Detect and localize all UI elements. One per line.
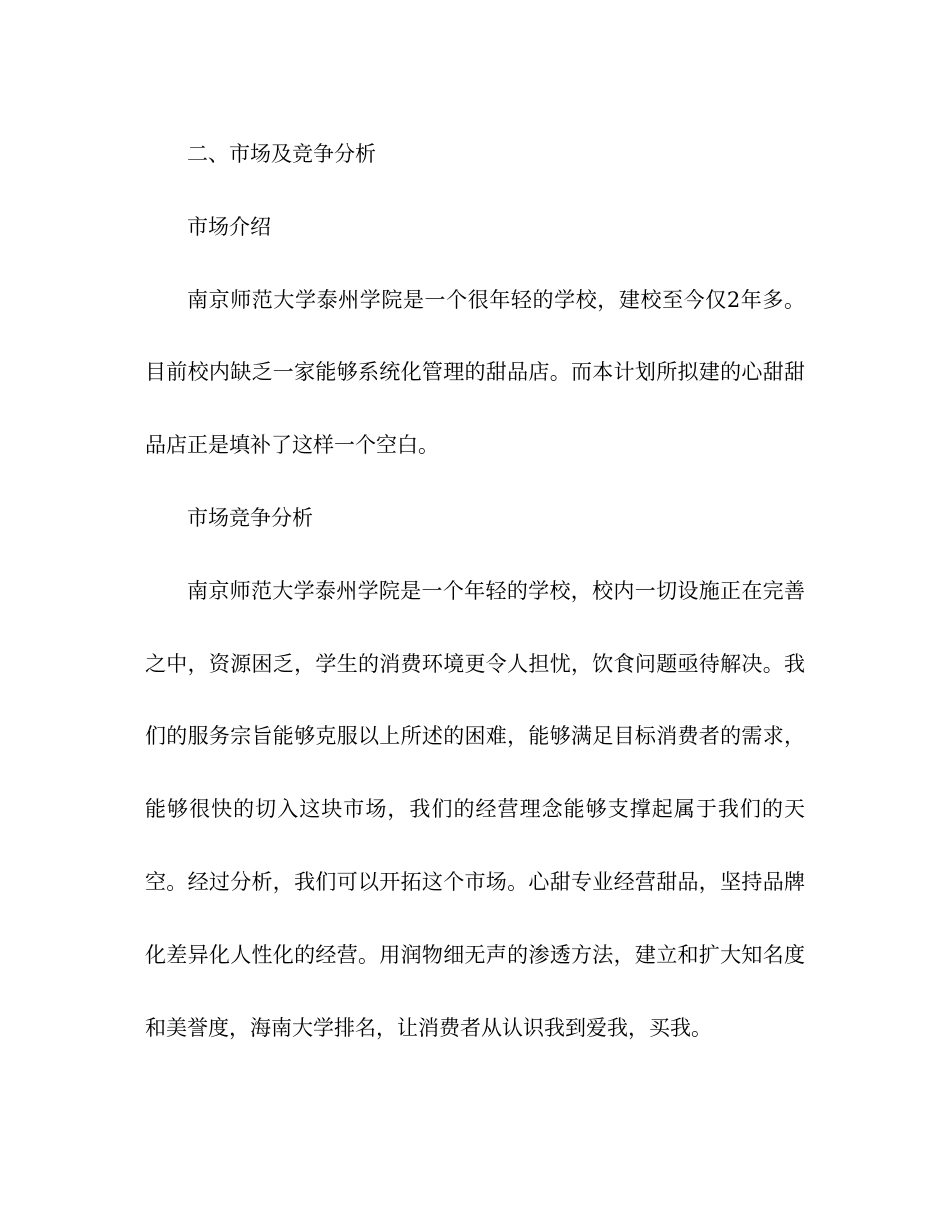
subheading-market-intro: 市场介绍 [187, 214, 271, 239]
subheading-competition-analysis: 市场竞争分析 [187, 505, 313, 530]
paragraph-market-intro: 南京师范大学泰州学院是一个很年轻的学校，建校至今仅2年多。目前校内缺乏一家能够系统化管理的甜品店。而本计划所拟建的心甜甜品店正是填补了这样一个空白。 [145, 287, 805, 458]
section-heading: 二、市场及竞争分析 [187, 142, 376, 166]
paragraph-competition-analysis: 南京师范大学泰州学院是一个年轻的学校，校内一切设施正在完善之中，资源困乏，学生的消费环境更令人担忧，饮食问题亟待解决。我们的服务宗旨能够克服以上所述的困难，能够满足目标消费者的需求，能够很快的切入这块市场，我们的经营理念能够支撑起属于我们的天空。经过分析，我们可以开拓这个市场。心甜专业经营甜品，坚持品牌化差异化人性化的经营。用润物细无声的渗透方法，建立和扩大知名度和美誉度，海南大学排名，让消费者从认识我到爱我，买我。 [145, 578, 805, 1040]
document-body [145, 118, 805, 1064]
